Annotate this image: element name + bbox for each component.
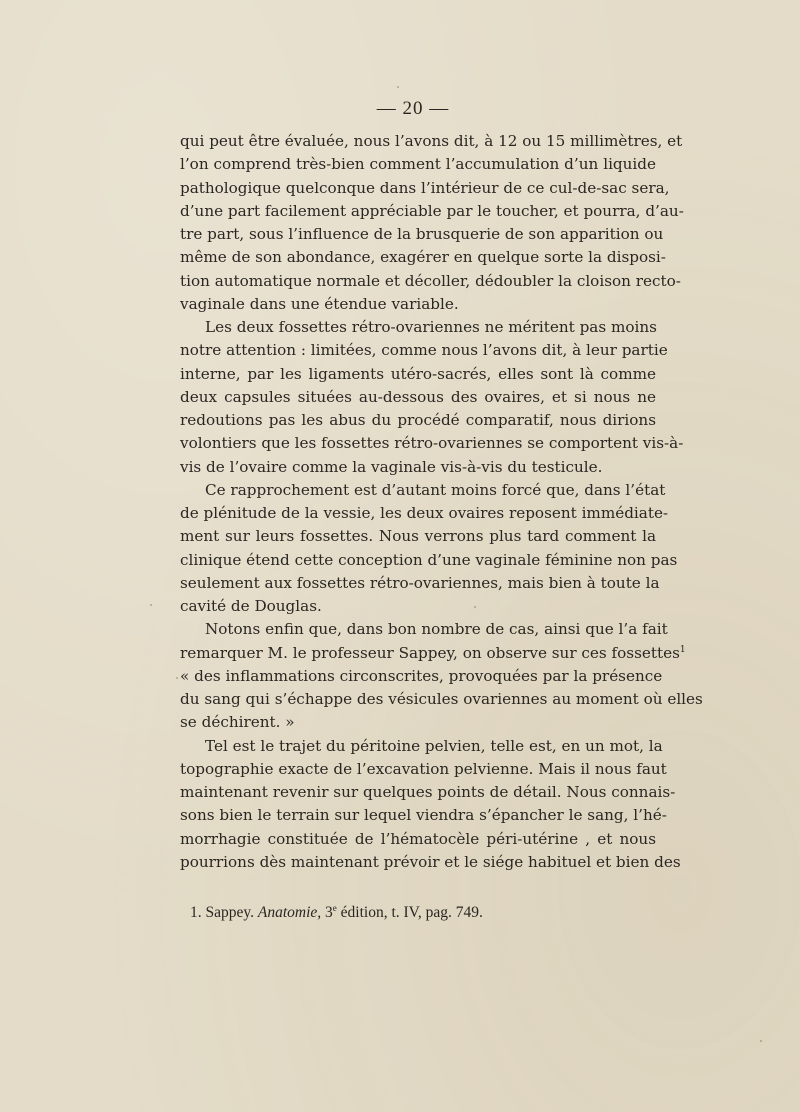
- footnote-reference: 1: [679, 644, 686, 655]
- text-line-content: interne, par les ligaments utéro-sacrés, elles sont là comme: [180, 364, 656, 383]
- text-line: [180, 432, 684, 455]
- text-line-content: volontiers que les fossettes rétro-ovariennes se comportent vis-à-: [180, 434, 684, 453]
- text-line-content: sons bien le terrain sur lequel viendra s’épancher le sang, l’hé-: [180, 806, 667, 825]
- text-line-content: topographie exacte de l’excavation pelvienne. Mais il nous faut: [180, 759, 667, 778]
- text-line-content: Ce rapprochement est d’autant moins forcé que, dans l’état: [205, 480, 666, 499]
- text-line: [180, 223, 664, 246]
- text-line: [180, 572, 660, 595]
- text-line: [180, 456, 656, 479]
- footnote-rest: édition, t. IV, pag. 749.: [340, 904, 483, 921]
- text-line-content: d’une part facilement appréciable par le toucher, et pourra, d’au-: [180, 201, 684, 220]
- text-line-content: deux capsules situées au-dessous des ovaires, et si nous ne: [180, 387, 656, 406]
- text-line-content: du sang qui s’échappe des vésicules ovariennes au moment où elles: [180, 690, 703, 708]
- paper-speck: [150, 604, 152, 606]
- text-line: [180, 828, 656, 851]
- text-line-content: cavité de Douglas.: [180, 597, 322, 615]
- text-line: [180, 130, 683, 153]
- paper-speck: [176, 677, 178, 679]
- text-line-content: qui peut être évaluée, nous l’avons dit, à 12 ou 15 millimètres, et: [180, 132, 683, 150]
- text-line: [180, 781, 676, 804]
- footnote-marker: 1.: [190, 904, 202, 921]
- text-line-content: redoutions pas les abus du procédé comparatif, nous dirions: [180, 411, 656, 429]
- text-line: [180, 851, 681, 874]
- text-line: [180, 200, 684, 223]
- text-line: [180, 270, 681, 293]
- text-line-content: Les deux fossettes rétro-ovariennes ne méritent pas moins: [205, 318, 657, 336]
- text-line: [180, 339, 668, 362]
- text-line-content: tre part, sous l’influence de la brusquerie de son apparition ou: [180, 225, 664, 243]
- text-line-content: « des inflammations circonscrites, provoquées par la présence: [180, 666, 663, 685]
- paper-speck: [760, 1040, 762, 1042]
- text-line-content: l’on comprend très-bien comment l’accumulation d’un liquide: [180, 155, 656, 174]
- text-line: [180, 177, 670, 200]
- text-line-content: notre attention : limitées, comme nous l’avons dit, à leur partie: [180, 341, 668, 360]
- text-line: [180, 735, 663, 758]
- text-line-content: clinique étend cette conception d’une vaginale féminine non pas: [180, 550, 678, 569]
- text-line: [180, 153, 656, 176]
- text-line-content: pourrions dès maintenant prévoir et le siége habituel et bien des: [180, 852, 681, 871]
- text-line: [180, 386, 656, 409]
- footnote-edition: 3e: [325, 902, 337, 921]
- text-line: [180, 549, 678, 572]
- page-number: — 20 —: [376, 98, 450, 119]
- text-line-content: pathologique quelconque dans l’intérieur de ce cul-de-sac sera,: [180, 178, 670, 197]
- text-line: [180, 804, 667, 827]
- text-line: [180, 618, 668, 641]
- text-line: [180, 293, 656, 316]
- text-line: [180, 502, 669, 525]
- text-line-content: se déchirent. »: [180, 713, 295, 732]
- text-line: [180, 363, 656, 386]
- text-line-content: seulement aux fossettes rétro-ovariennes, mais bien à toute la: [180, 573, 660, 592]
- text-line: [180, 758, 667, 781]
- footnote-title: Anatomie,: [257, 904, 322, 921]
- text-line-content: tion automatique normale et décoller, dédoubler la cloison recto-: [180, 271, 681, 290]
- text-line: [180, 316, 656, 339]
- text-line: [180, 642, 686, 665]
- text-line-content: morrhagie constituée de l’hématocèle péri-utérine , et nous: [180, 829, 656, 848]
- text-line-content: Tel est le trajet du péritoine pelvien, telle est, en un mot, la: [205, 736, 663, 755]
- text-line-content: ment sur leurs fossettes. Nous verrons plus tard comment la: [180, 527, 656, 546]
- text-line: [180, 246, 666, 269]
- body-text: [180, 130, 703, 874]
- paper-speck: [397, 86, 399, 88]
- text-line-content: Notons enfin que, dans bon nombre de cas, ainsi que l’a fait: [205, 620, 668, 639]
- text-line-content: maintenant revenir sur quelques points de détail. Nous connais-: [180, 783, 676, 801]
- text-line-content: vaginale dans une étendue variable.: [180, 294, 459, 313]
- text-line: [180, 595, 656, 618]
- text-line-content: vis de l’ovaire comme la vaginale vis-à-vis du testicule.: [180, 457, 603, 476]
- text-line: [180, 525, 656, 548]
- footnote: [190, 904, 610, 922]
- footnote-author: Sappey.: [205, 904, 254, 921]
- text-line-content: même de son abondance, exagérer en quelque sorte la disposi-: [180, 248, 666, 267]
- text-line: [180, 688, 703, 711]
- text-line-content: de plénitude de la vessie, les deux ovaires reposent immédiate-: [180, 504, 669, 522]
- text-line: [180, 665, 663, 688]
- text-line: [180, 711, 656, 734]
- text-line: [180, 409, 656, 432]
- paper-speck: [474, 606, 476, 608]
- text-line: [180, 479, 666, 502]
- text-line-content: remarquer M. le professeur Sappey, on observe sur ces fossettes: [180, 643, 680, 662]
